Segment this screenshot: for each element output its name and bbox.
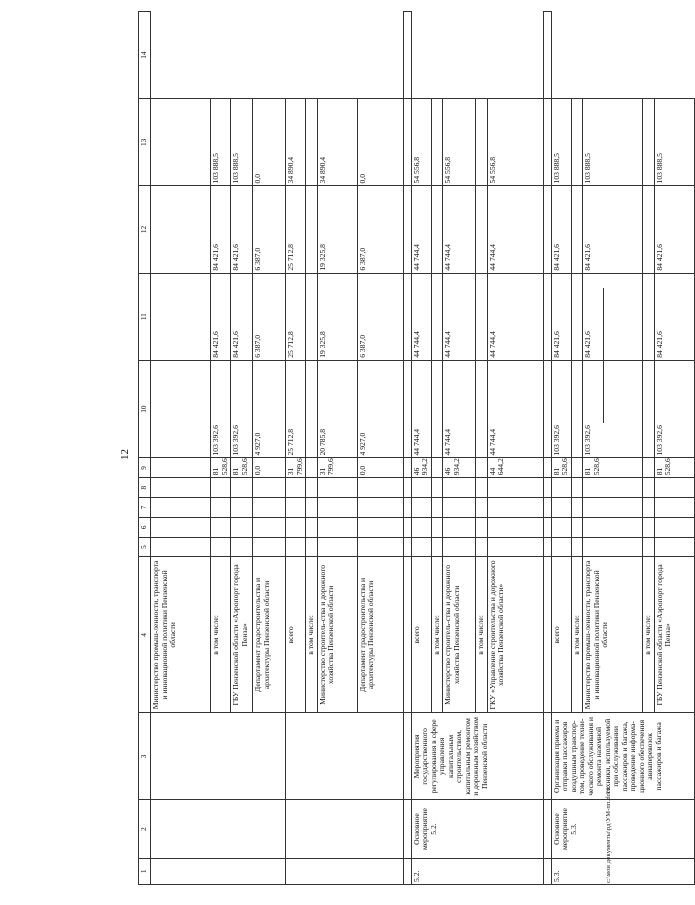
value-cell: 81 528,6 bbox=[583, 458, 643, 478]
footer-path: c:\мои документы\рд\УМ-пп.docx bbox=[605, 786, 612, 883]
value-cell bbox=[151, 99, 211, 186]
value-cell bbox=[317, 537, 357, 557]
executor-cell: Министерство строитель-ства и дорожного хозяйства Пензенской области bbox=[443, 557, 476, 713]
value-cell: 44 744,4 bbox=[411, 360, 431, 458]
value-cell bbox=[571, 360, 583, 458]
value-cell: 84 421,6 bbox=[654, 186, 694, 273]
value-cell bbox=[551, 537, 571, 557]
separator-cell bbox=[543, 273, 551, 360]
header-cell: 9 bbox=[139, 458, 151, 478]
value-cell bbox=[551, 498, 571, 518]
value-cell bbox=[431, 478, 443, 498]
executor-cell: всего bbox=[411, 557, 431, 713]
value-cell bbox=[643, 273, 655, 360]
executor-cell: в том числе: bbox=[306, 557, 318, 713]
value-cell bbox=[487, 498, 543, 518]
value-cell: 0,0 bbox=[253, 99, 286, 186]
separator-cell bbox=[543, 186, 551, 273]
value-cell: 44 744,4 bbox=[487, 273, 543, 360]
header-cell: 14 bbox=[139, 12, 151, 99]
value-cell bbox=[571, 517, 583, 537]
value-cell bbox=[443, 517, 476, 537]
value-cell bbox=[317, 517, 357, 537]
separator-cell bbox=[403, 517, 411, 537]
value-cell bbox=[211, 498, 231, 518]
separator-cell bbox=[403, 478, 411, 498]
value-cell bbox=[306, 360, 318, 458]
value-cell: 46 934,2 bbox=[411, 458, 431, 478]
value-cell: 54 556,8 bbox=[411, 99, 431, 186]
value-cell: 84 421,6 bbox=[551, 273, 571, 360]
header-cell: 4 bbox=[139, 557, 151, 713]
separator-cell bbox=[403, 458, 411, 478]
value-cell: 81 528,6 bbox=[231, 458, 253, 478]
value-cell: 81 528,6 bbox=[654, 458, 694, 478]
value-cell bbox=[571, 99, 583, 186]
separator-cell bbox=[543, 858, 551, 884]
value-cell bbox=[643, 360, 655, 458]
value-cell: 81 528,6 bbox=[551, 458, 571, 478]
value-cell bbox=[551, 478, 571, 498]
value-cell bbox=[357, 498, 403, 518]
executor-cell: Министерство строитель-ства и дорожного хозяйства Пензенской области bbox=[317, 557, 357, 713]
value-cell bbox=[643, 478, 655, 498]
value-cell: 0,0 bbox=[253, 458, 286, 478]
value-cell bbox=[231, 537, 253, 557]
separator-cell bbox=[403, 858, 411, 884]
empty-cell bbox=[151, 800, 286, 858]
measure-name: Мероприятия государственного регулирования в сфере управления капитальным строительством, капитальным ремонтом и дорожным хозяйством Пензенской области bbox=[411, 713, 543, 800]
value-cell bbox=[476, 99, 488, 186]
value-cell: 44 744,4 bbox=[443, 186, 476, 273]
empty-cell bbox=[151, 858, 286, 884]
table-row bbox=[411, 12, 431, 885]
executor-cell: в том числе: bbox=[643, 557, 655, 713]
executor-cell: ГКУ «Управление строительства и дорожного хозяйства Пензенской области» bbox=[487, 557, 543, 713]
value-cell bbox=[654, 478, 694, 498]
value-cell: 6 387,0 bbox=[357, 273, 403, 360]
executor-cell: Министерство промыш-ленности, транспорта и инновационной политики Пензенской области bbox=[151, 557, 211, 713]
value-cell bbox=[411, 517, 431, 537]
value-cell bbox=[151, 186, 211, 273]
value-cell bbox=[306, 99, 318, 186]
value-cell bbox=[431, 99, 443, 186]
value-cell: 31 799,6 bbox=[286, 458, 306, 478]
row-separator bbox=[543, 12, 551, 885]
value-cell: 6 387,0 bbox=[253, 273, 286, 360]
executor-cell: в том числе: bbox=[476, 557, 488, 713]
value-cell: 19 325,8 bbox=[317, 186, 357, 273]
separator-cell bbox=[403, 557, 411, 713]
value-cell: 44 744,4 bbox=[487, 360, 543, 458]
value-cell: 44 744,4 bbox=[443, 360, 476, 458]
value-cell bbox=[286, 537, 306, 557]
row-separator bbox=[403, 12, 411, 885]
value-cell: 20 785,8 bbox=[317, 360, 357, 458]
value-cell: 103 392,6 bbox=[654, 360, 694, 458]
measure-type: Основное мероприятие 5.3. bbox=[551, 800, 694, 858]
value-cell bbox=[571, 458, 583, 478]
separator-cell bbox=[543, 713, 551, 800]
executor-cell: ГБУ Пензенской области «Аэропорт города Пенза» bbox=[231, 557, 253, 713]
value-cell bbox=[357, 537, 403, 557]
header-cell: 3 bbox=[139, 713, 151, 800]
separator-cell bbox=[403, 713, 411, 800]
value-cell: 103 888,5 bbox=[551, 99, 571, 186]
separator-cell bbox=[543, 800, 551, 858]
value-cell bbox=[476, 478, 488, 498]
measure-name bbox=[286, 713, 404, 800]
executor-cell: ГБУ Пензенской области «Аэропорт города Пенза» bbox=[654, 557, 694, 713]
header-cell: 13 bbox=[139, 99, 151, 186]
value-cell: 103 392,6 bbox=[211, 360, 231, 458]
empty-cell bbox=[151, 713, 286, 800]
value-cell bbox=[253, 517, 286, 537]
value-cell bbox=[654, 498, 694, 518]
value-cell bbox=[151, 537, 211, 557]
value-cell: 34 890,4 bbox=[317, 99, 357, 186]
value-cell bbox=[476, 186, 488, 273]
value-cell: 19 325,8 bbox=[317, 273, 357, 360]
value-cell bbox=[571, 478, 583, 498]
value-cell bbox=[571, 186, 583, 273]
header-cell: 10 bbox=[139, 360, 151, 458]
value-cell: 44 744,4 bbox=[411, 186, 431, 273]
separator-cell bbox=[403, 186, 411, 273]
value-cell: 34 890,4 bbox=[286, 99, 306, 186]
value-cell bbox=[411, 537, 431, 557]
separator-cell bbox=[403, 12, 411, 99]
value-cell bbox=[643, 99, 655, 186]
header-cell: 8 bbox=[139, 478, 151, 498]
separator-cell bbox=[543, 360, 551, 458]
value-cell: 103 888,5 bbox=[583, 99, 643, 186]
header-row bbox=[139, 12, 151, 885]
separator-cell bbox=[403, 273, 411, 360]
value-cell bbox=[443, 478, 476, 498]
value-cell bbox=[231, 517, 253, 537]
value-cell: 84 421,6 bbox=[583, 186, 643, 273]
value-cell bbox=[476, 498, 488, 518]
value-cell bbox=[253, 537, 286, 557]
value-cell bbox=[286, 478, 306, 498]
value-cell bbox=[431, 517, 443, 537]
value-cell bbox=[487, 517, 543, 537]
value-cell bbox=[151, 517, 211, 537]
table-row bbox=[551, 12, 571, 885]
value-cell: 44 744,4 bbox=[443, 273, 476, 360]
value-cell: 54 556,8 bbox=[443, 99, 476, 186]
header-cell: 2 bbox=[139, 800, 151, 858]
value-cell bbox=[643, 498, 655, 518]
value-cell bbox=[571, 273, 583, 360]
measure-type: Основное мероприятие 5.2. bbox=[411, 800, 543, 858]
separator-cell bbox=[543, 498, 551, 518]
separator-cell bbox=[403, 498, 411, 518]
value-cell bbox=[317, 498, 357, 518]
separator-cell bbox=[543, 537, 551, 557]
value-cell: 0,0 bbox=[357, 99, 403, 186]
value-cell bbox=[411, 498, 431, 518]
value-cell: 46 934,2 bbox=[443, 458, 476, 478]
value-cell bbox=[306, 273, 318, 360]
value-cell bbox=[443, 498, 476, 518]
value-cell bbox=[583, 478, 643, 498]
value-cell: 54 556,8 bbox=[487, 99, 543, 186]
value-cell bbox=[357, 478, 403, 498]
value-cell: 6 387,0 bbox=[357, 186, 403, 273]
value-cell: 81 528,6 bbox=[211, 458, 231, 478]
value-cell: 0,0 bbox=[357, 458, 403, 478]
value-cell bbox=[357, 517, 403, 537]
separator-cell bbox=[403, 537, 411, 557]
value-cell: 44 744,4 bbox=[487, 186, 543, 273]
value-cell: 103 888,5 bbox=[231, 99, 253, 186]
measure-name: Организация приема и отправки пассажиров воздушным транспор-том, проведение техни-ческого обслуживания и ремонта наземной техники, используемой при обслуживании пассажиров и багажа, проведение информа-ционного обеспечения авиаперевозок пассажиров и багажа bbox=[551, 713, 694, 800]
value-cell bbox=[411, 478, 431, 498]
value-cell: 84 421,6 bbox=[551, 186, 571, 273]
value-cell bbox=[306, 186, 318, 273]
value-cell bbox=[306, 458, 318, 478]
separator-cell bbox=[543, 478, 551, 498]
executor-cell: всего bbox=[286, 557, 306, 713]
executor-cell: в том числе: bbox=[211, 557, 231, 713]
value-cell bbox=[286, 517, 306, 537]
separator-cell bbox=[403, 99, 411, 186]
header-cell: 12 bbox=[139, 186, 151, 273]
value-cell bbox=[551, 517, 571, 537]
executor-cell: Департамент градостроительства и архитектуры Пензенской области bbox=[357, 557, 403, 713]
budget-table bbox=[138, 11, 695, 885]
value-cell bbox=[643, 517, 655, 537]
table-row bbox=[286, 12, 306, 885]
value-cell bbox=[476, 517, 488, 537]
value-cell bbox=[151, 478, 211, 498]
value-cell bbox=[443, 537, 476, 557]
value-cell bbox=[431, 186, 443, 273]
value-cell bbox=[306, 537, 318, 557]
separator-cell bbox=[403, 800, 411, 858]
horizontal-rule bbox=[603, 288, 604, 423]
value-cell bbox=[211, 478, 231, 498]
value-cell bbox=[211, 537, 231, 557]
value-cell bbox=[306, 517, 318, 537]
value-cell: 31 799,6 bbox=[317, 458, 357, 478]
value-cell bbox=[211, 517, 231, 537]
measure-type bbox=[286, 800, 404, 858]
executor-cell: в том числе: bbox=[571, 557, 583, 713]
header-cell: 5 bbox=[139, 537, 151, 557]
value-cell bbox=[151, 360, 211, 458]
value-cell: 44 644,2 bbox=[487, 458, 543, 478]
value-cell bbox=[654, 517, 694, 537]
value-cell bbox=[431, 458, 443, 478]
table-row bbox=[151, 12, 211, 885]
value-cell bbox=[643, 458, 655, 478]
value-cell: 84 421,6 bbox=[654, 273, 694, 360]
executor-cell: всего bbox=[551, 557, 571, 713]
value-cell: 84 421,6 bbox=[211, 186, 231, 273]
separator-cell bbox=[543, 12, 551, 99]
value-cell: 84 421,6 bbox=[231, 273, 253, 360]
separator-cell bbox=[543, 557, 551, 713]
executor-cell: Департамент градостроительства и архитектуры Пензенской области bbox=[253, 557, 286, 713]
value-cell bbox=[253, 478, 286, 498]
value-cell: 84 421,6 bbox=[211, 273, 231, 360]
value-cell bbox=[431, 360, 443, 458]
value-cell bbox=[476, 537, 488, 557]
value-cell: 44 744,4 bbox=[411, 273, 431, 360]
separator-cell bbox=[543, 99, 551, 186]
value-cell: 25 712,8 bbox=[286, 273, 306, 360]
row-number: 5.3. bbox=[551, 858, 694, 884]
header-cell: 7 bbox=[139, 498, 151, 518]
executor-cell: в том числе: bbox=[431, 557, 443, 713]
value-cell: 25 712,8 bbox=[286, 186, 306, 273]
value-cell: 4 927,0 bbox=[357, 360, 403, 458]
row-number: 5.2. bbox=[411, 858, 543, 884]
value-cell: 103 392,6 bbox=[551, 360, 571, 458]
header-cell: 1 bbox=[139, 858, 151, 884]
value-cell bbox=[643, 186, 655, 273]
value-cell bbox=[231, 478, 253, 498]
separator-cell bbox=[543, 458, 551, 478]
executor-cell: Министерство промыш-ленности, транспорта и инновационной политики Пензенской области bbox=[583, 557, 643, 713]
value-cell bbox=[231, 498, 253, 518]
value-cell bbox=[431, 498, 443, 518]
value-cell bbox=[476, 273, 488, 360]
value-cell bbox=[431, 273, 443, 360]
header-cell: 6 bbox=[139, 517, 151, 537]
value-cell bbox=[487, 478, 543, 498]
value-cell bbox=[151, 498, 211, 518]
value-cell: 103 888,5 bbox=[211, 99, 231, 186]
row-number bbox=[286, 858, 404, 884]
value-cell bbox=[253, 498, 286, 518]
value-cell: 103 392,6 bbox=[231, 360, 253, 458]
value-cell: 84 421,6 bbox=[231, 186, 253, 273]
separator-cell bbox=[403, 360, 411, 458]
page-number: 12 bbox=[119, 449, 131, 460]
value-cell: 6 387,0 bbox=[253, 186, 286, 273]
value-cell bbox=[476, 360, 488, 458]
value-cell bbox=[583, 537, 643, 557]
value-cell bbox=[286, 498, 306, 518]
value-cell bbox=[571, 498, 583, 518]
value-cell: 103 392,6 bbox=[583, 360, 643, 458]
value-cell bbox=[317, 478, 357, 498]
value-cell bbox=[583, 517, 643, 537]
value-cell bbox=[583, 498, 643, 518]
value-cell bbox=[487, 537, 543, 557]
value-cell bbox=[654, 537, 694, 557]
value-cell bbox=[476, 458, 488, 478]
value-cell bbox=[571, 537, 583, 557]
separator-cell bbox=[543, 517, 551, 537]
value-cell bbox=[306, 478, 318, 498]
header-cell: 11 bbox=[139, 273, 151, 360]
value-cell bbox=[643, 537, 655, 557]
value-cell: 25 712,8 bbox=[286, 360, 306, 458]
value-cell: 103 888,5 bbox=[654, 99, 694, 186]
value-cell: 4 927,0 bbox=[253, 360, 286, 458]
value-cell: 84 421,6 bbox=[583, 273, 643, 360]
value-cell bbox=[151, 273, 211, 360]
value-cell bbox=[431, 537, 443, 557]
value-cell bbox=[151, 458, 211, 478]
value-cell bbox=[306, 498, 318, 518]
